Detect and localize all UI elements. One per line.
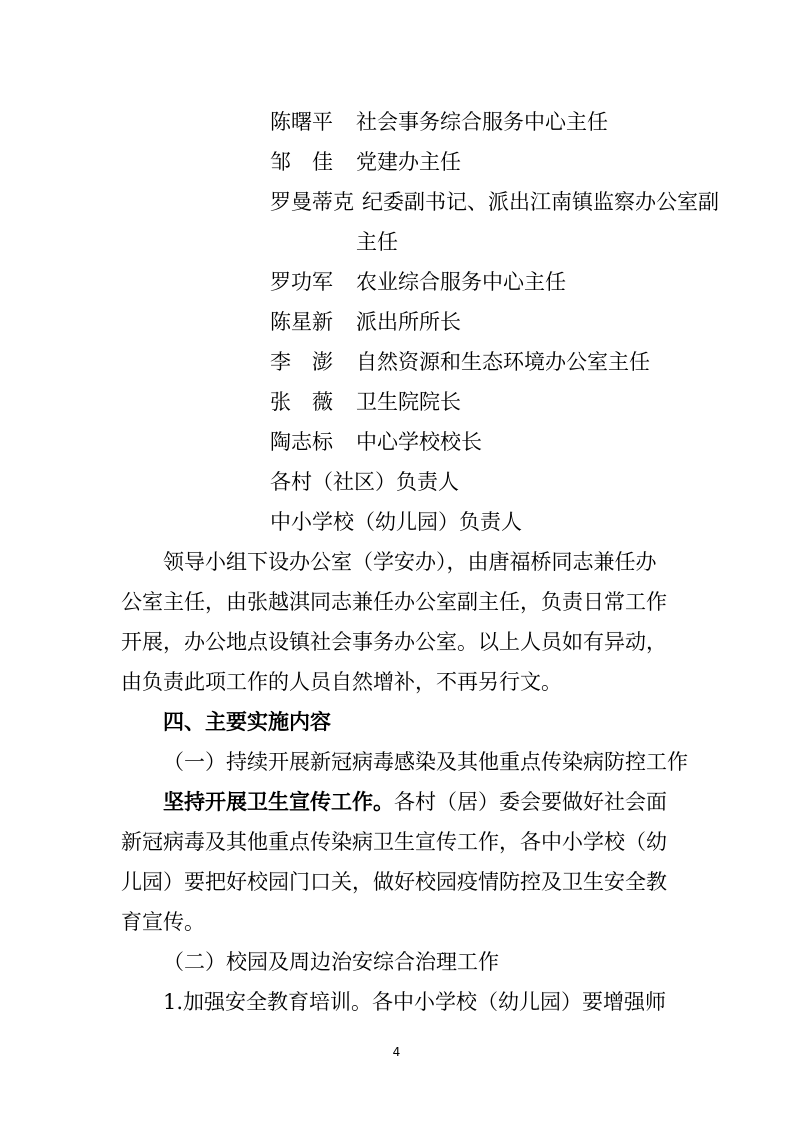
member-name: 李 澎 (270, 350, 333, 374)
paragraph-line: 新冠病毒及其他重点传染病卫生宣传工作，各中小学校（幼 (121, 830, 667, 854)
paragraph-line: 由负责此项工作的人员自然增补，不再另行文。 (121, 670, 562, 694)
member-role-continued: 主任 (356, 230, 398, 254)
member-name: 陈星新 (270, 310, 333, 334)
member-role: 派出所所长 (356, 310, 461, 334)
paragraph-line: 开展，办公地点设镇社会事务办公室。以上人员如有异动， (121, 630, 667, 654)
member-name: 陈曙平 (270, 110, 333, 134)
subsection-heading: （二）校园及周边治安综合治理工作 (163, 950, 499, 974)
member-name: 罗曼蒂克 (270, 190, 354, 214)
bold-lead: 坚持开展卫生宣传工作。 (163, 790, 394, 814)
extra-member: 各村（社区）负责人 (270, 470, 459, 494)
member-role: 农业综合服务中心主任 (356, 270, 566, 294)
member-role: 自然资源和生态环境办公室主任 (356, 350, 650, 374)
member-role: 卫生院院长 (356, 390, 461, 414)
member-name: 陶志标 (270, 430, 333, 454)
member-name: 张 薇 (270, 390, 333, 414)
member-name: 邹 佳 (270, 150, 333, 174)
section-heading: 四、主要实施内容 (163, 710, 331, 734)
paragraph-line (163, 787, 667, 817)
member-role: 中心学校校长 (356, 430, 482, 454)
page-number: 4 (392, 1045, 401, 1059)
extra-member: 中小学校（幼儿园）负责人 (270, 510, 522, 534)
member-role: 党建办主任 (356, 150, 461, 174)
paragraph-line: 儿园）要把好校园门口关，做好校园疫情防控及卫生安全教 (121, 870, 667, 894)
subsection-heading: （一）持续开展新冠病毒感染及其他重点传染病防控工作 (163, 750, 688, 774)
member-name: 罗功军 (270, 270, 333, 294)
paragraph-line: 育宣传。 (121, 910, 205, 934)
member-role: 社会事务综合服务中心主任 (356, 110, 608, 134)
paragraph-line: 公室主任，由张越淇同志兼任办公室副主任，负责日常工作 (121, 590, 667, 614)
paragraph-text: 各村（居）委会要做好社会面 (394, 790, 667, 814)
paragraph-line: 领导小组下设办公室（学安办），由唐福桥同志兼任办 (163, 550, 657, 574)
paragraph-line: 1.加强安全教育培训。各中小学校（幼儿园）要增强师 (163, 990, 667, 1014)
member-role: 纪委副书记、派出江南镇监察办公室副 (362, 190, 719, 214)
